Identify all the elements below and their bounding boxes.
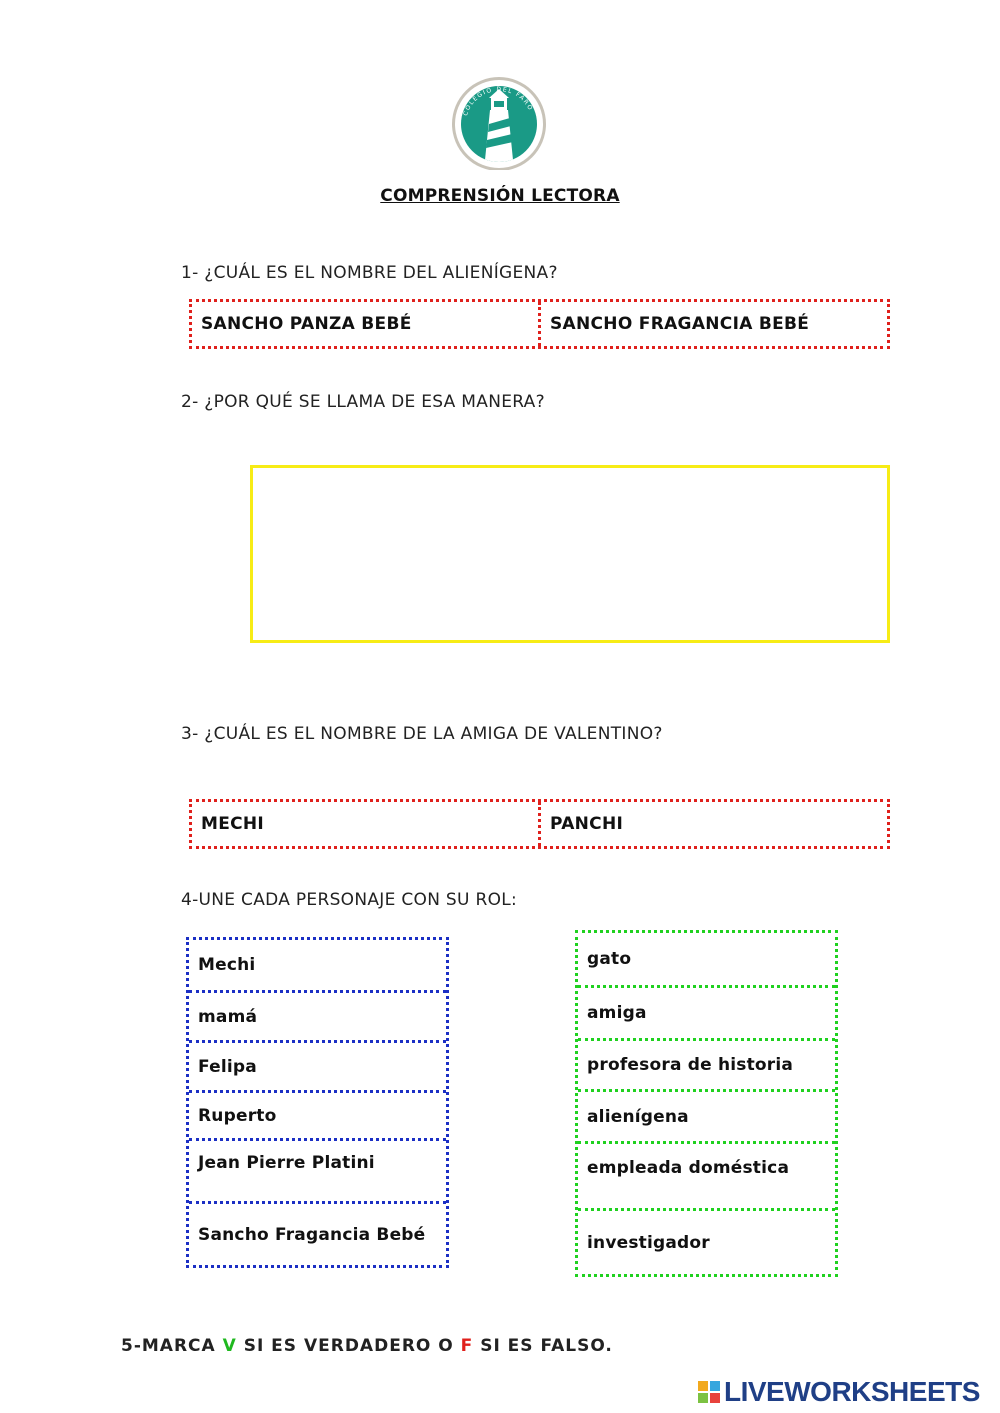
roles-column	[575, 930, 838, 1277]
role-item[interactable]: gato	[587, 949, 632, 969]
character-item[interactable]: Felipa	[189, 1040, 446, 1090]
option-sancho-panza-bebe[interactable]: SANCHO PANZA BEBÉ	[201, 314, 412, 334]
true-marker: V	[222, 1336, 237, 1356]
question-2: 2- ¿POR QUÉ SE LLAMA DE ESA MANERA?	[181, 392, 545, 412]
question-5	[121, 1336, 613, 1356]
question-3-options	[189, 799, 890, 849]
question-1: 1- ¿CUÁL ES EL NOMBRE DEL ALIENÍGENA?	[181, 263, 558, 283]
question-5-prefix: 5-MARCA	[121, 1336, 223, 1356]
question-3: 3- ¿CUÁL ES EL NOMBRE DE LA AMIGA DE VALENTINO?	[181, 724, 663, 744]
question-1-options	[189, 299, 890, 349]
lighthouse-logo-icon	[444, 74, 554, 170]
school-logo	[444, 74, 554, 170]
liveworksheets-brand	[698, 1376, 980, 1408]
character-item[interactable]: Ruperto	[189, 1090, 446, 1138]
question-4: 4-UNE CADA PERSONAJE CON SU ROL:	[181, 890, 518, 910]
question-5-middle: SI ES VERDADERO O	[236, 1336, 461, 1356]
brand-name: LIVEWORKSHEETS	[724, 1376, 980, 1407]
characters-column	[186, 937, 449, 1268]
role-item[interactable]: amiga	[578, 985, 835, 1038]
option-sancho-fragancia-bebe[interactable]: SANCHO FRAGANCIA BEBÉ	[538, 302, 887, 346]
question-2-answer-box[interactable]	[250, 465, 890, 643]
character-item[interactable]: Sancho Fragancia Bebé	[189, 1201, 446, 1265]
role-item[interactable]: profesora de historia	[578, 1038, 835, 1089]
option-mechi[interactable]: MECHI	[201, 814, 265, 834]
character-item[interactable]: mamá	[189, 990, 446, 1040]
page-title: COMPRENSIÓN LECTORA	[380, 186, 620, 206]
question-5-suffix: SI ES FALSO.	[473, 1336, 613, 1356]
option-panchi[interactable]: PANCHI	[538, 802, 887, 846]
role-item[interactable]: investigador	[578, 1208, 835, 1274]
character-item[interactable]: Mechi	[198, 955, 256, 975]
role-item[interactable]: alienígena	[578, 1089, 835, 1141]
logo-text: COLEGIO DEL FARO	[462, 85, 535, 117]
role-item[interactable]: empleada doméstica	[578, 1141, 835, 1208]
character-item[interactable]: Jean Pierre Platini	[189, 1138, 446, 1201]
false-marker: F	[460, 1336, 474, 1356]
liveworksheets-logo-icon	[698, 1381, 720, 1403]
